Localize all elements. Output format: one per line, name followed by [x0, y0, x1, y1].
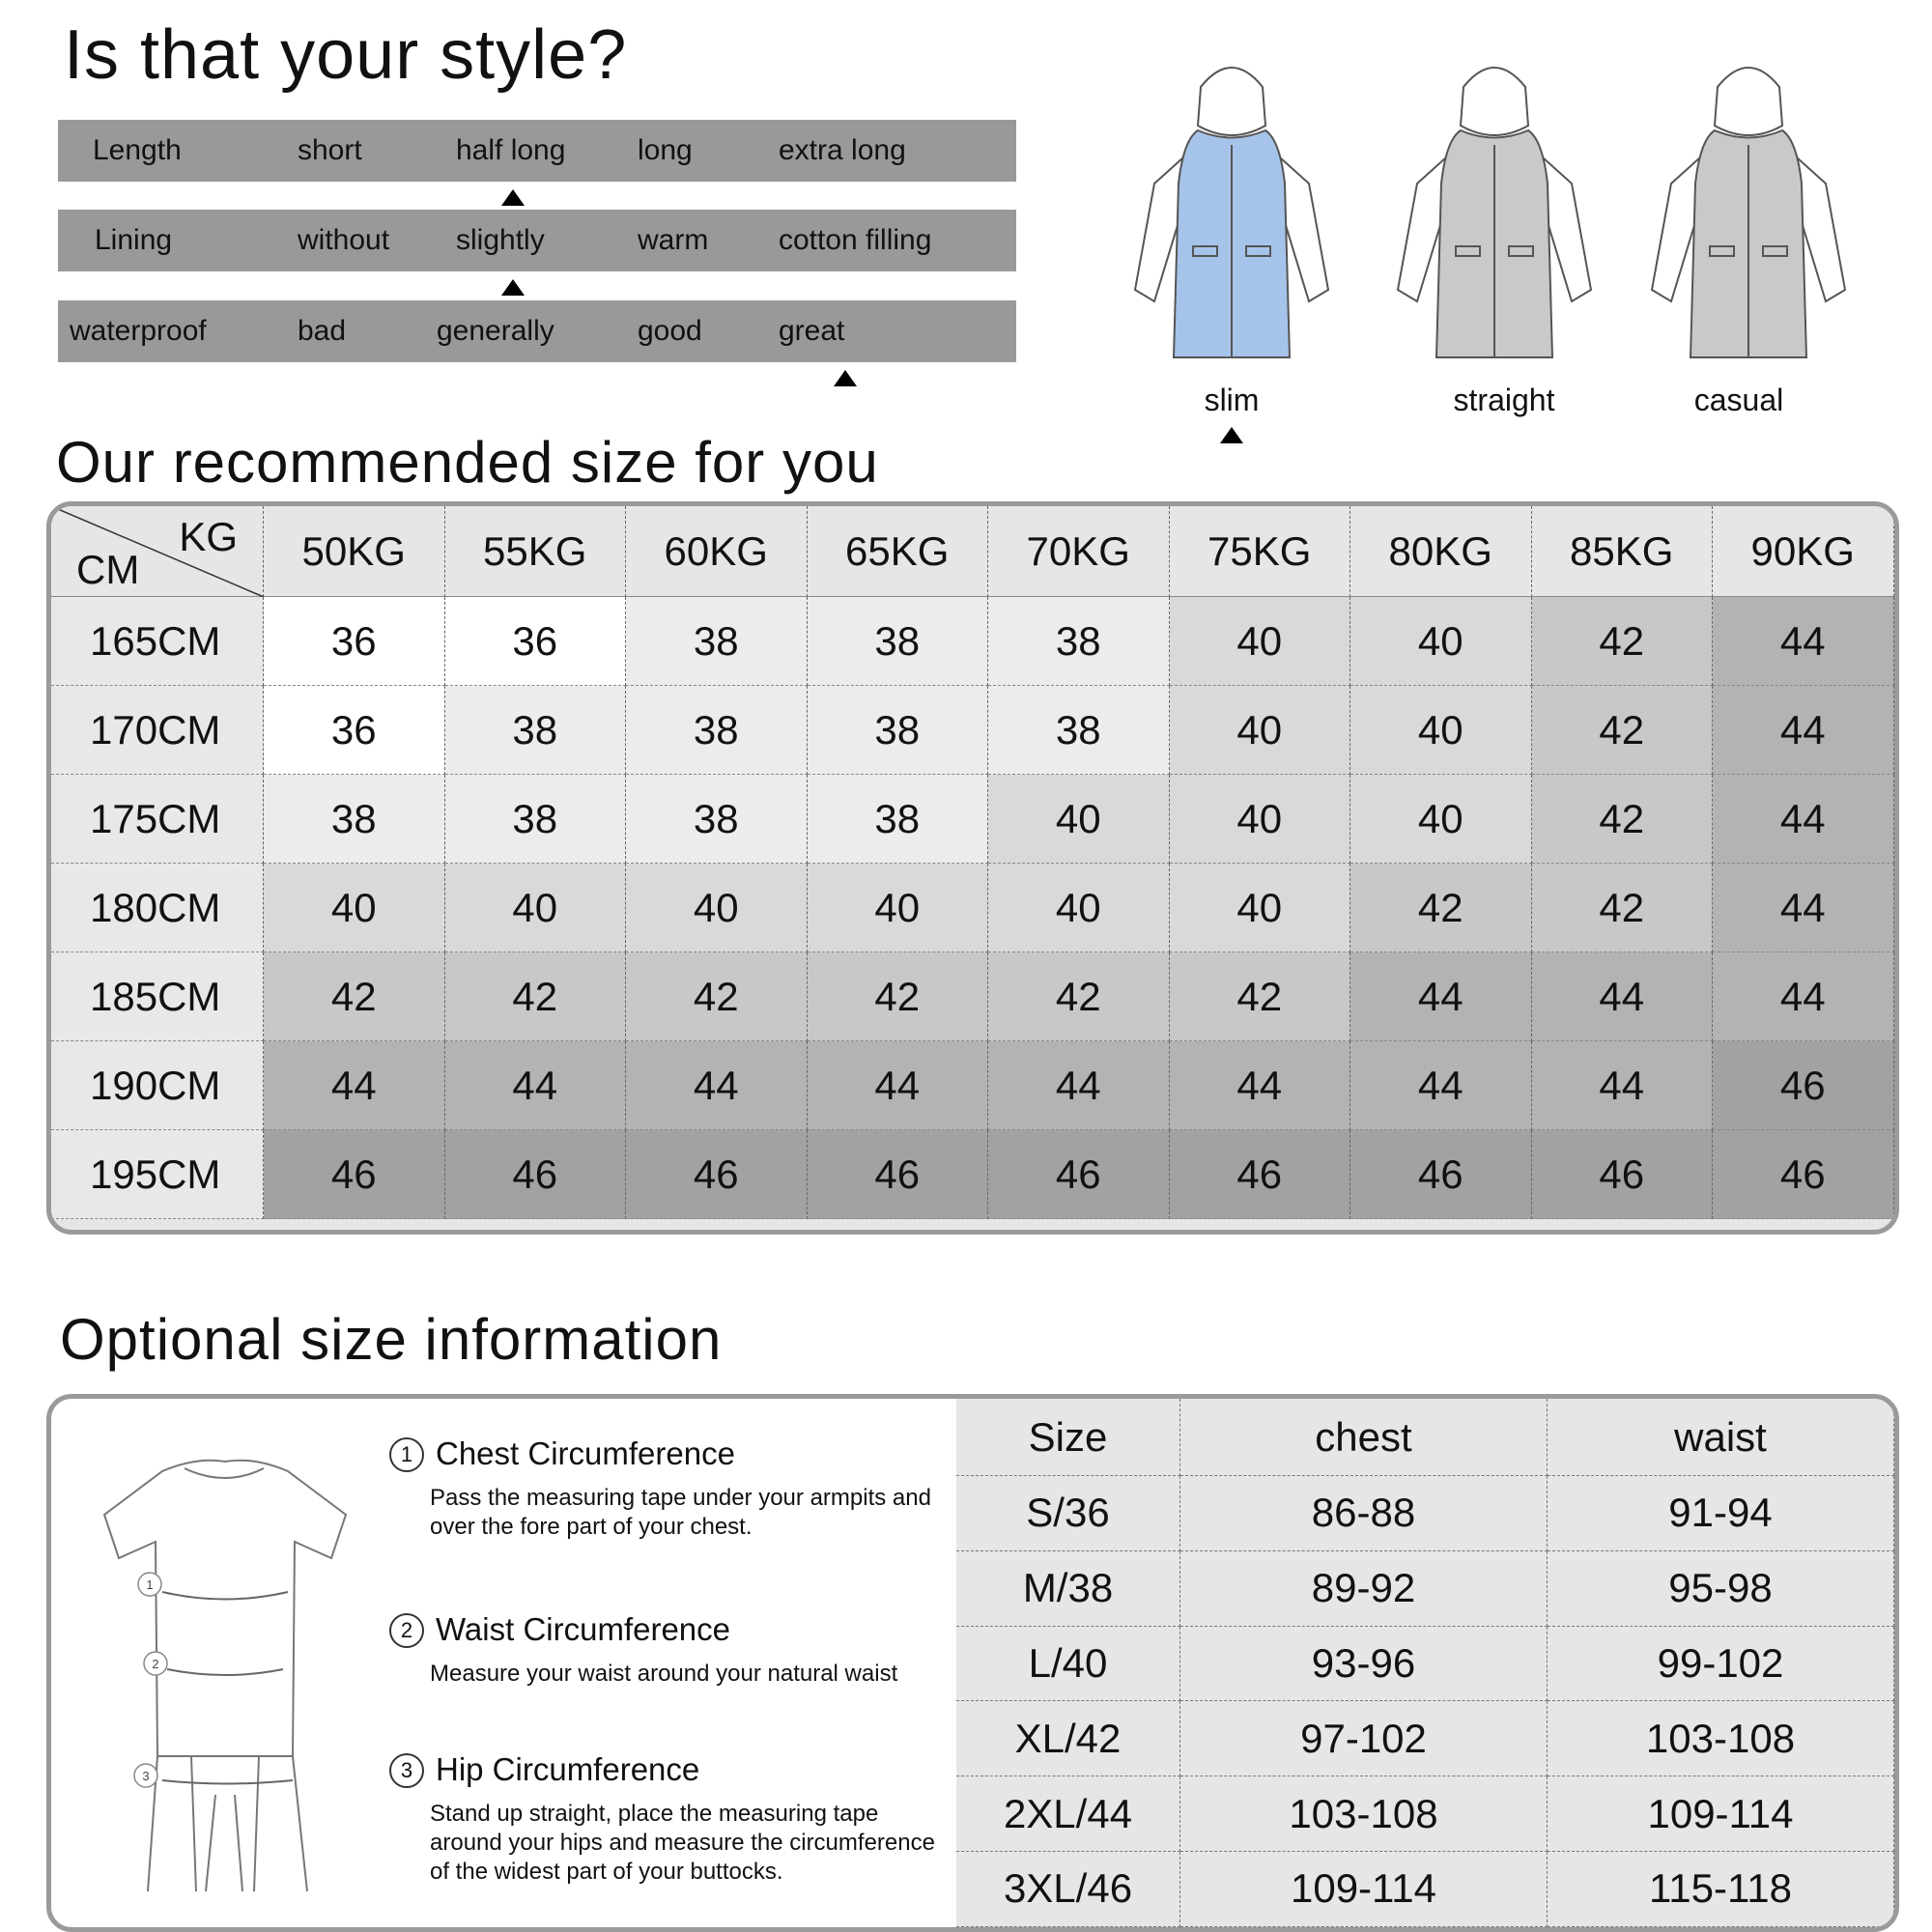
style-option: short — [298, 134, 362, 166]
height-axis-label: CM — [76, 547, 140, 592]
size-cell: 44 — [1170, 1041, 1351, 1130]
style-option: great — [779, 315, 845, 347]
measurement-number: 2 — [389, 1613, 424, 1648]
size-table-header: waist — [1548, 1399, 1894, 1476]
weight-header: 65KG — [808, 506, 989, 597]
size-table-cell: 3XL/46 — [956, 1852, 1180, 1927]
size-cell: 38 — [445, 775, 627, 864]
size-cell: 38 — [988, 597, 1170, 686]
size-cell: 44 — [988, 1041, 1170, 1130]
size-cell: 40 — [1350, 686, 1532, 775]
optional-heading: Optional size information — [60, 1307, 723, 1372]
size-cell: 42 — [1532, 686, 1714, 775]
size-cell: 42 — [1532, 864, 1714, 952]
height-row-header: 170CM — [51, 686, 264, 775]
size-table-cell: 97-102 — [1180, 1701, 1548, 1776]
size-cell: 40 — [1170, 597, 1351, 686]
style-option: extra long — [779, 134, 906, 166]
size-cell: 44 — [1350, 1041, 1532, 1130]
size-cell: 36 — [445, 597, 627, 686]
recommend-heading: Our recommended size for you — [56, 430, 879, 495]
size-info-panel — [46, 1394, 1899, 1932]
weight-header: 70KG — [988, 506, 1170, 597]
size-cell: 46 — [808, 1130, 989, 1219]
size-cell: 40 — [445, 864, 627, 952]
size-cell: 40 — [1170, 686, 1351, 775]
svg-text:3: 3 — [142, 1769, 150, 1783]
style-bar-label: waterproof — [70, 315, 207, 347]
measurement-title — [389, 1751, 699, 1788]
coat-casual-illustration — [1642, 48, 1855, 367]
size-cell: 46 — [1170, 1130, 1351, 1219]
size-cell: 38 — [808, 775, 989, 864]
size-cell: 40 — [1350, 775, 1532, 864]
weight-header: 60KG — [626, 506, 808, 597]
size-cell: 46 — [1713, 1130, 1894, 1219]
size-cell: 46 — [264, 1130, 445, 1219]
size-table-cell: 115-118 — [1548, 1852, 1894, 1927]
coat-slim-illustration — [1125, 48, 1338, 367]
fit-option-label: casual — [1693, 383, 1784, 417]
size-cell: 46 — [1713, 1041, 1894, 1130]
size-cell: 46 — [1350, 1130, 1532, 1219]
style-option: warm — [638, 224, 709, 256]
weight-axis-label: KG — [179, 514, 238, 559]
measurement-description: Stand up straight, place the measuring tape around your hips and measure the circumference of the widest part of your buttocks. — [430, 1801, 935, 1885]
selected-marker-icon — [501, 189, 525, 206]
coat-straight-illustration — [1388, 48, 1601, 367]
size-cell: 38 — [626, 775, 808, 864]
size-cell: 42 — [1532, 597, 1714, 686]
size-cell: 44 — [1713, 864, 1894, 952]
size-cell: 40 — [264, 864, 445, 952]
size-table-cell: 2XL/44 — [956, 1776, 1180, 1852]
size-cell: 38 — [988, 686, 1170, 775]
size-table — [956, 1399, 1894, 1927]
size-cell: 40 — [1170, 775, 1351, 864]
height-row-header: 175CM — [51, 775, 264, 864]
size-cell: 40 — [1350, 597, 1532, 686]
style-option: half long — [456, 134, 566, 166]
matrix-corner — [51, 506, 264, 597]
size-cell: 38 — [264, 775, 445, 864]
size-table-cell: M/38 — [956, 1551, 1180, 1627]
size-cell: 42 — [1170, 952, 1351, 1041]
style-option: good — [638, 315, 702, 347]
size-cell: 44 — [1532, 1041, 1714, 1130]
size-cell: 42 — [808, 952, 989, 1041]
size-cell: 38 — [626, 686, 808, 775]
measurement-title-text: Chest Circumference — [436, 1435, 735, 1471]
style-option: long — [638, 134, 693, 166]
style-bar-lining — [58, 210, 1016, 271]
selected-fit-marker-icon — [1220, 427, 1243, 443]
svg-text:1: 1 — [146, 1577, 154, 1592]
weight-header: 90KG — [1713, 506, 1894, 597]
height-row-header: 180CM — [51, 864, 264, 952]
size-cell: 44 — [1713, 775, 1894, 864]
size-table-cell: 86-88 — [1180, 1476, 1548, 1551]
size-table-cell: S/36 — [956, 1476, 1180, 1551]
measurement-number: 3 — [389, 1753, 424, 1788]
svg-text:2: 2 — [152, 1657, 159, 1671]
size-cell: 44 — [1713, 686, 1894, 775]
size-cell: 44 — [1532, 952, 1714, 1041]
size-cell: 38 — [445, 686, 627, 775]
size-cell: 36 — [264, 597, 445, 686]
style-bar-length — [58, 120, 1016, 182]
size-cell: 44 — [445, 1041, 627, 1130]
weight-header: 85KG — [1532, 506, 1714, 597]
size-cell: 40 — [626, 864, 808, 952]
weight-header: 55KG — [445, 506, 627, 597]
size-table-cell: 99-102 — [1548, 1627, 1894, 1702]
height-row-header: 195CM — [51, 1130, 264, 1219]
size-cell: 44 — [1713, 952, 1894, 1041]
size-cell: 42 — [1350, 864, 1532, 952]
size-table-cell: 91-94 — [1548, 1476, 1894, 1551]
size-cell: 42 — [626, 952, 808, 1041]
weight-header: 80KG — [1350, 506, 1532, 597]
selected-marker-icon — [834, 370, 857, 386]
size-table-cell: 95-98 — [1548, 1551, 1894, 1627]
fit-option-label: straight — [1453, 383, 1555, 417]
size-table-cell: 109-114 — [1180, 1852, 1548, 1927]
size-table-cell: 89-92 — [1180, 1551, 1548, 1627]
fit-option-label: slim — [1204, 383, 1260, 417]
size-cell: 46 — [988, 1130, 1170, 1219]
style-option: without — [298, 224, 390, 256]
size-cell: 36 — [264, 686, 445, 775]
size-table-cell: 103-108 — [1180, 1776, 1548, 1852]
size-cell: 44 — [808, 1041, 989, 1130]
style-option: generally — [437, 315, 554, 347]
size-cell: 42 — [1532, 775, 1714, 864]
style-bar-waterproof — [58, 300, 1016, 362]
style-bar-label: Length — [93, 134, 182, 166]
size-cell: 42 — [264, 952, 445, 1041]
size-cell: 44 — [1350, 952, 1532, 1041]
style-option: bad — [298, 315, 347, 347]
size-matrix — [46, 501, 1899, 1235]
body-outline-illustration — [71, 1428, 360, 1911]
weight-header: 75KG — [1170, 506, 1351, 597]
measurement-title — [389, 1611, 730, 1648]
measurement-number: 1 — [389, 1437, 424, 1472]
size-table-header: chest — [1180, 1399, 1548, 1476]
size-table-cell: 93-96 — [1180, 1627, 1548, 1702]
size-table-cell: XL/42 — [956, 1701, 1180, 1776]
size-table-cell: L/40 — [956, 1627, 1180, 1702]
style-option: slightly — [456, 224, 545, 256]
size-cell: 40 — [988, 775, 1170, 864]
page-title: Is that your style? — [64, 16, 628, 94]
size-cell: 44 — [1713, 597, 1894, 686]
size-cell: 40 — [808, 864, 989, 952]
measurement-description: Measure your waist around your natural waist — [430, 1661, 898, 1687]
measurement-description: Pass the measuring tape under your armpits and over the fore part of your chest. — [430, 1485, 931, 1540]
measurement-title-text: Waist Circumference — [436, 1611, 731, 1647]
size-table-cell: 109-114 — [1548, 1776, 1894, 1852]
height-row-header: 165CM — [51, 597, 264, 686]
measurement-title — [389, 1435, 735, 1472]
size-cell: 44 — [626, 1041, 808, 1130]
style-bar-label: Lining — [95, 224, 173, 256]
size-cell: 40 — [1170, 864, 1351, 952]
size-cell: 44 — [264, 1041, 445, 1130]
size-table-header: Size — [956, 1399, 1180, 1476]
selected-marker-icon — [501, 279, 525, 296]
style-option: cotton filling — [779, 224, 932, 256]
size-cell: 46 — [626, 1130, 808, 1219]
height-row-header: 190CM — [51, 1041, 264, 1130]
weight-header: 50KG — [264, 506, 445, 597]
size-cell: 42 — [988, 952, 1170, 1041]
size-cell: 38 — [626, 597, 808, 686]
measurement-title-text: Hip Circumference — [436, 1751, 700, 1787]
size-cell: 38 — [808, 597, 989, 686]
size-cell: 38 — [808, 686, 989, 775]
size-cell: 46 — [1532, 1130, 1714, 1219]
size-table-cell: 103-108 — [1548, 1701, 1894, 1776]
size-cell: 40 — [988, 864, 1170, 952]
height-row-header: 185CM — [51, 952, 264, 1041]
size-cell: 42 — [445, 952, 627, 1041]
size-cell: 46 — [445, 1130, 627, 1219]
